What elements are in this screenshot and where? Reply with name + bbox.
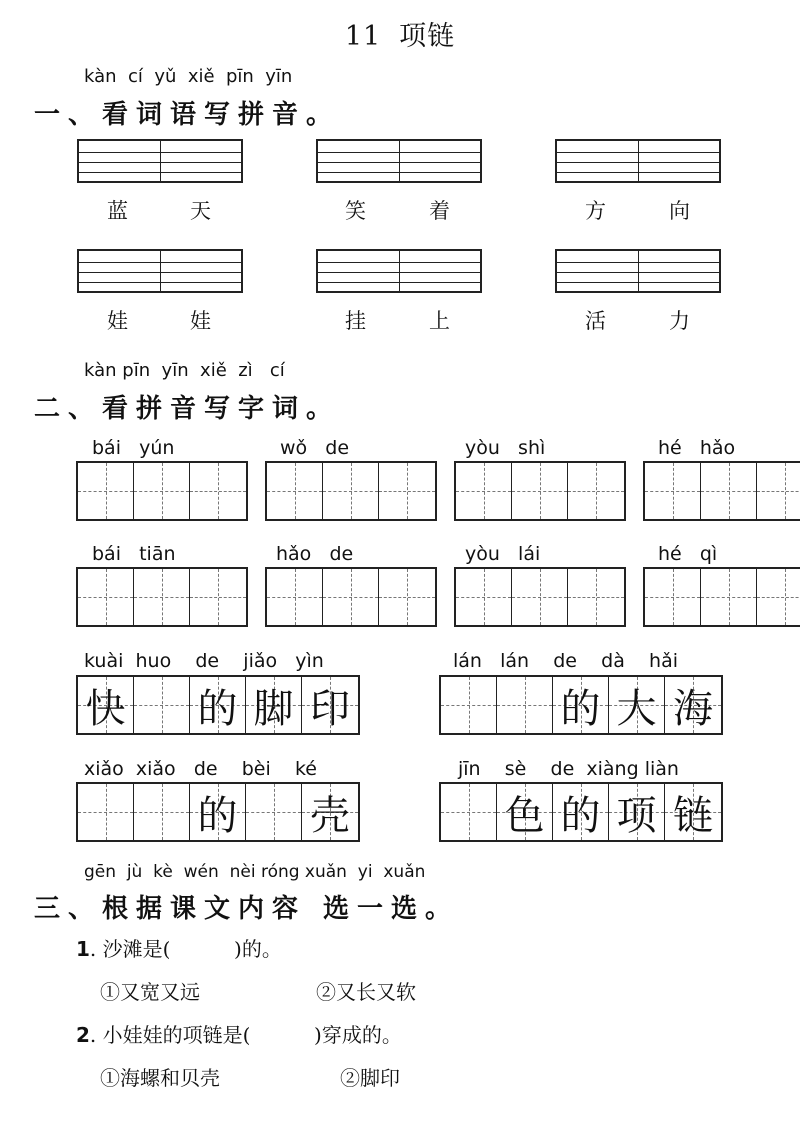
pinyin-writing-grid[interactable]	[316, 249, 482, 293]
q2-option-a[interactable]: ①海螺和贝壳	[100, 1066, 220, 1090]
pinyin-writing-grid[interactable]	[316, 139, 482, 183]
given-char: 的	[560, 792, 601, 839]
section1-heading: 一、看词语写拼音。	[34, 100, 341, 130]
character-writing-box[interactable]	[643, 567, 800, 627]
question-2: 2. 小娃娃的项链是( )穿成的。	[76, 1023, 402, 1047]
lesson-title: 项链	[399, 21, 456, 52]
character-writing-box[interactable]	[76, 461, 248, 521]
item-pinyin: hé qì	[658, 543, 718, 565]
given-char: 色	[504, 792, 545, 839]
section2-pinyin: kàn pīn yīn xiě zì cí	[84, 360, 285, 381]
given-char: 项	[616, 792, 657, 839]
given-char: 链	[673, 792, 713, 839]
word-char: 活	[585, 309, 606, 333]
item-pinyin: wǒ de	[280, 437, 350, 459]
phrase-pinyin: jīn sè de xiàng liàn	[458, 758, 679, 780]
character-writing-box[interactable]	[76, 567, 248, 627]
character-writing-box[interactable]	[265, 461, 437, 521]
word-char: 娃	[190, 309, 211, 333]
given-char: 壳	[310, 792, 350, 839]
phrase-pinyin: kuài huo de jiǎo yìn	[84, 650, 324, 672]
q1-option-a[interactable]: ①又宽又远	[100, 980, 200, 1004]
word-char: 蓝	[107, 199, 128, 223]
phrase-writing-box[interactable]	[439, 675, 723, 735]
question-1: 1. 沙滩是( )的。	[76, 937, 282, 961]
phrase-writing-box[interactable]	[439, 782, 723, 842]
item-pinyin: bái tiān	[92, 543, 176, 565]
q2-option-b[interactable]: ②脚印	[340, 1066, 400, 1090]
section1-pinyin: kàn cí yǔ xiě pīn yīn	[84, 66, 293, 87]
pinyin-writing-grid[interactable]	[555, 249, 721, 293]
pinyin-writing-grid[interactable]	[555, 139, 721, 183]
character-writing-box[interactable]	[454, 567, 626, 627]
word-char: 笑	[345, 199, 366, 223]
given-char: 印	[310, 685, 350, 732]
word-char: 力	[669, 309, 690, 333]
given-char: 的	[560, 685, 601, 732]
pinyin-writing-grid[interactable]	[77, 249, 243, 293]
phrase-writing-box[interactable]	[76, 782, 360, 842]
item-pinyin: hé hǎo	[658, 437, 736, 459]
q1-option-b[interactable]: ②又长又软	[316, 980, 416, 1004]
lesson-number: 11	[344, 21, 382, 52]
word-char: 上	[429, 309, 450, 333]
word-char: 着	[429, 199, 450, 223]
item-pinyin: hǎo de	[276, 543, 354, 565]
phrase-writing-box[interactable]	[76, 675, 360, 735]
given-char: 的	[197, 792, 238, 839]
page-title	[0, 14, 800, 53]
phrase-pinyin: xiǎo xiǎo de bèi ké	[84, 758, 317, 780]
given-char: 快	[85, 685, 126, 732]
phrase-pinyin: lán lán de dà hǎi	[453, 650, 679, 672]
pinyin-writing-grid[interactable]	[77, 139, 243, 183]
section2-heading: 二、看拼音写字词。	[34, 394, 341, 424]
given-char: 脚	[253, 685, 294, 732]
item-pinyin: yòu lái	[465, 543, 541, 565]
item-pinyin: bái yún	[92, 437, 175, 459]
word-char: 向	[669, 199, 690, 223]
given-char: 的	[197, 685, 238, 732]
section3-pinyin: gēn jù kè wén nèi róng xuǎn yi xuǎn	[84, 862, 426, 882]
word-char: 挂	[345, 309, 366, 333]
character-writing-box[interactable]	[265, 567, 437, 627]
item-pinyin: yòu shì	[465, 437, 546, 459]
character-writing-box[interactable]	[454, 461, 626, 521]
given-char: 海	[673, 685, 713, 732]
word-char: 娃	[107, 309, 128, 333]
character-writing-box[interactable]	[643, 461, 800, 521]
word-char: 方	[585, 199, 606, 223]
given-char: 大	[616, 685, 657, 732]
word-char: 天	[190, 199, 211, 223]
section3-heading: 三、根据课文内容 选一选。	[34, 894, 460, 924]
